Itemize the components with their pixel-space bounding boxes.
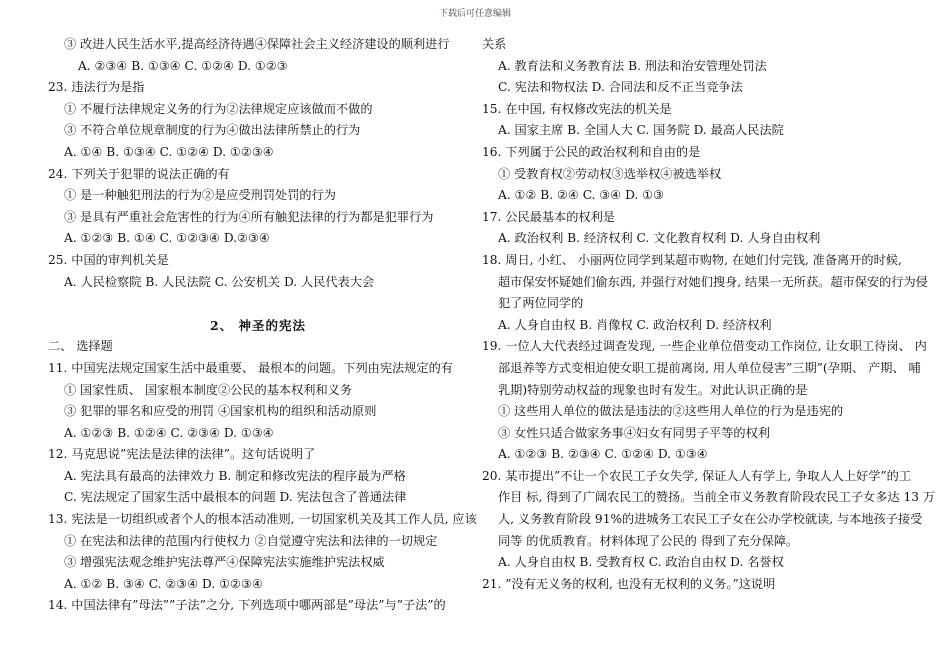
text-line: A. 宪法具有最高的法律效力 B. 制定和修改宪法的程序最为严格 — [64, 468, 406, 483]
text-line: C. 宪法和物权法 D. 合同法和反不正当竞争法 — [498, 80, 743, 95]
text-line: A. ①④ B. ①③④ C. ①②④ D. ①②③④ — [64, 144, 274, 159]
text-line: ① 受教育权②劳动权③选举权④被选举权 — [498, 166, 722, 181]
text-line: 人, 义务教育阶段 91%的进城务工农民工子女在公办学校就读, 与本地孩子接受 — [498, 512, 923, 527]
text-line: ③ 犯罪的罪名和应受的刑罚 ④国家机构的组织和活动原则 — [64, 404, 377, 419]
text-line: 超市保安怀疑她们偷东西, 并强行对她们搜身, 结果一无所获。超市保安的行为侵 — [498, 274, 928, 289]
text-line: 19. 一位人大代表经过调查发现, 一些企业单位借变动工作岗位, 让女职工待岗、 内 — [482, 339, 927, 354]
text-line: A. 教育法和义务教育法 B. 刑法和治安管理处罚法 — [498, 58, 767, 73]
spacer — [48, 293, 468, 315]
text-line: A. 政治权利 B. 经济权利 C. 文化教育权利 D. 人身自由权利 — [498, 231, 821, 246]
left-bottom-block — [48, 336, 477, 617]
text-line: ① 是一种触犯刑法的行为②是应受刑罚处罚的行为 — [64, 188, 336, 203]
text-line: 部退养等方式变相迫使女职工提前离岗, 用人单位侵害”三期”(孕期、 产期、 哺 — [498, 360, 921, 375]
text-line: A. ①②③ B. ①②④ C. ②③④ D. ①③④ — [64, 425, 274, 440]
text-line: 11. 中国宪法规定国家生活中最重要、 最根本的问题。下列由宪法规定的有 — [48, 360, 453, 375]
text-line: 二、 选择题 — [48, 339, 113, 354]
text-line: ① 这些用人单位的做法是违法的②这些用人单位的行为是违宪的 — [498, 404, 844, 419]
text-line: A. 人身自由权 B. 肖像权 C. 政治权利 D. 经济权利 — [498, 317, 772, 332]
text-line: 15. 在中国, 有权修改宪法的机关是 — [482, 101, 672, 116]
text-line: 20. 某市提出”不让一个农民工子女失学, 保证人人有学上, 争取人人上好学”的工 — [482, 468, 912, 483]
text-line: A. ①②③ B. ①④ C. ①②③④ D.②③④ — [64, 231, 270, 246]
text-line: ③ 女性只适合做家务事④妇女有同男子平等的权利 — [498, 425, 770, 440]
text-line: 13. 宪法是一切组织或者个人的根本活动准则, 一切国家机关及其工作人员, 应该 — [48, 512, 477, 527]
text-line: ③ 改进人民生活水平,提高经济待遇④保障社会主义经济建设的顺利进行 — [64, 37, 450, 51]
text-line: A. ①② B. ③④ C. ②③④ D. ①②③④ — [64, 576, 263, 591]
text-line: C. 宪法规定了国家生活中最根本的问题 D. 宪法包含了普通法律 — [64, 490, 407, 505]
text-line: A. ②③④ B. ①③④ C. ①②④ D. ①②③ — [78, 58, 288, 73]
text-line: 16. 下列属于公民的政治权利和自由的是 — [482, 144, 701, 159]
text-line: ③ 增强宪法观念维护宪法尊严④保障宪法实施维护宪法权威 — [64, 555, 385, 570]
text-line: 23. 违法行为是指 — [48, 80, 145, 95]
text-line: A. 人身自由权 B. 受教育权 C. 政治自由权 D. 名誉权 — [498, 555, 784, 570]
text-line: A. 人民检察院 B. 人民法院 C. 公安机关 D. 人民代表大会 — [64, 274, 375, 289]
text-line: 同等 的优质教育。材料体现了公民的 得到了充分保障。 — [498, 533, 799, 548]
text-line: ① 不履行法律规定义务的行为②法律规定应该做而不做的 — [64, 101, 373, 116]
text-line: ③ 是具有严重社会危害性的行为④所有触犯法律的行为都是犯罪行为 — [64, 209, 434, 224]
right-block — [482, 34, 936, 595]
section-title: 2、 神圣的宪法 — [209, 317, 307, 333]
text-line: 21. ”没有无义务的权利, 也没有无权利的义务。”这说明 — [482, 576, 776, 591]
text-line: 17. 公民最基本的权利是 — [482, 209, 615, 224]
page-header: 下载后可任意编辑 — [438, 9, 511, 19]
text-line: 犯了两位同学的 — [498, 296, 584, 311]
left-top-block — [48, 34, 468, 293]
text-line: 24. 下列关于犯罪的说法正确的有 — [48, 166, 230, 181]
text-line: ③ 不符合单位规章制度的行为④做出法律所禁止的行为 — [64, 123, 361, 138]
text-line: A. ①② B. ②④ C. ③④ D. ①③ — [498, 188, 665, 203]
text-line: A. 国家主席 B. 全国人大 C. 国务院 D. 最高人民法院 — [498, 123, 784, 138]
text-line: 作目 标, 得到了广阔农民工的赞扬。当前全市义务教育阶段农民工子女多达 13 万 — [498, 490, 936, 505]
right-column — [482, 34, 936, 595]
text-line: 12. 马克思说”宪法是法律的法律”。这句话说明了 — [48, 447, 316, 462]
text-line: 乳期)特别劳动权益的现象也时有发生。对此认识正确的是 — [498, 382, 808, 397]
text-line: 关系 — [482, 37, 507, 51]
text-line: A. ①②③ B. ②③④ C. ①②④ D. ①③④ — [498, 447, 708, 462]
left-column — [48, 34, 477, 617]
text-line: ① 国家性质、 国家根本制度②公民的基本权利和义务 — [64, 382, 353, 397]
text-line: ① 在宪法和法律的范围内行使权力 ②自觉遵守宪法和法律的一切规定 — [64, 533, 438, 548]
text-line: 25. 中国的审判机关是 — [48, 252, 169, 267]
text-line: 14. 中国法律有”母法””子法”之分, 下列选项中哪两部是”母法”与”子法”的 — [48, 598, 446, 613]
text-line: 18. 周日, 小红、 小丽两位同学到某超市购物, 在她们付完钱, 准备离开的时候, — [482, 252, 902, 267]
